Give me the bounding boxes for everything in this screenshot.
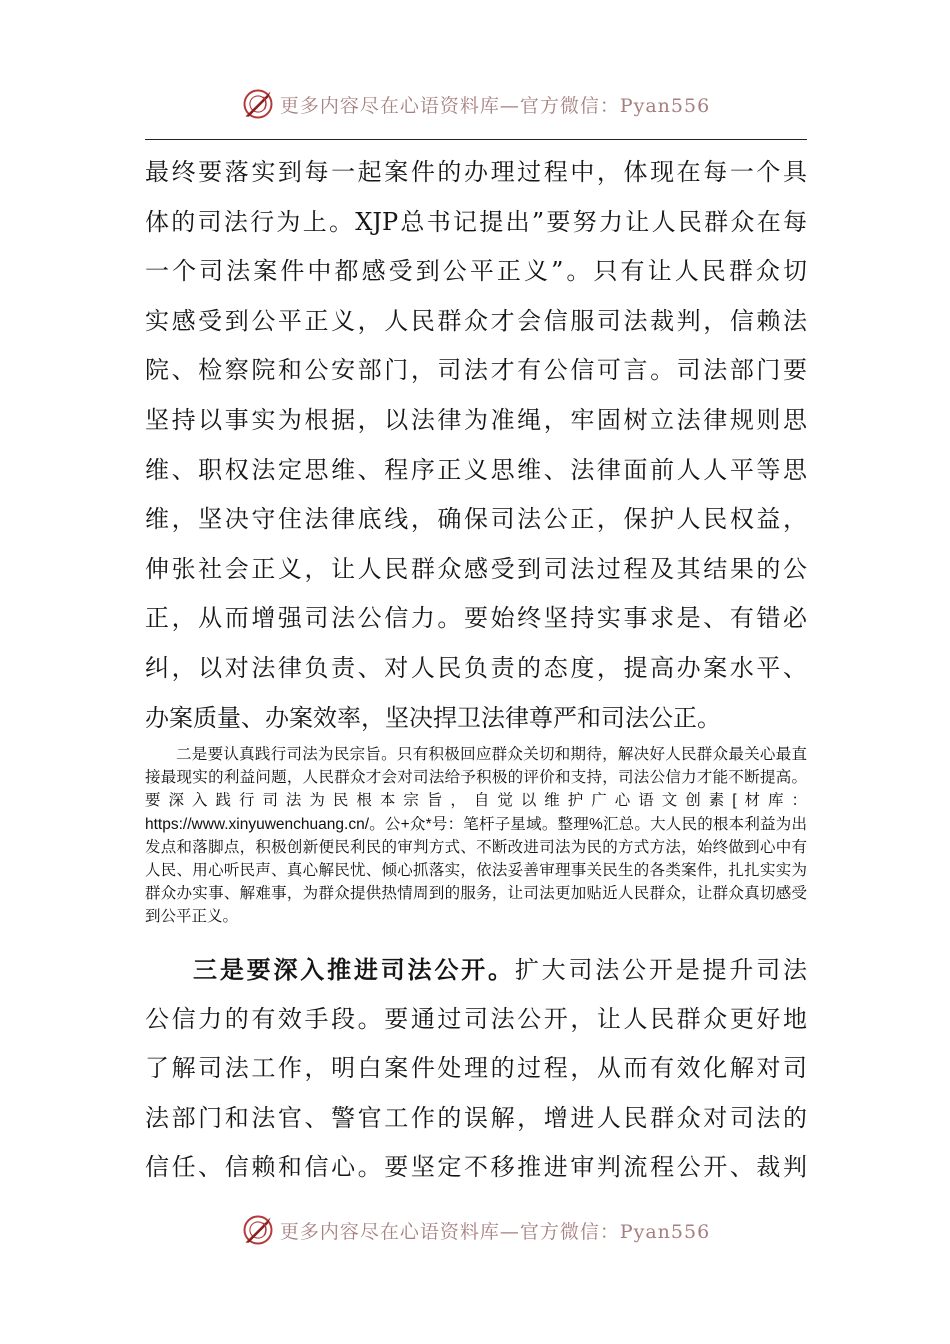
- text-line-heading: [145, 945, 807, 995]
- text-line: 一个司法案件中都感受到公平正义”。只有让人民群众切: [145, 257, 807, 286]
- text-line: 最终要落实到每一起案件的办理过程中，体现在每一个具: [145, 158, 807, 186]
- text-line: 法部门和法官、警官工作的误解，增进人民群众对司法的: [145, 1103, 807, 1132]
- text-line: 坚持以事实为根据，以法律为准绳，牢固树立法律规则思: [145, 405, 807, 434]
- paragraph-1: [145, 148, 807, 743]
- text-line: 伸张社会正义，让人民群众感受到司法过程及其结果的公: [145, 554, 807, 583]
- text-line: 办案质量、办案效率，坚决捍卫法律尊严和司法公正。: [145, 703, 721, 732]
- paragraph-3: [145, 945, 807, 1193]
- heading-line-rest: 扩大司法公开是提升司法: [514, 956, 807, 984]
- text-line: 实感受到公平正义，人民群众才会信服司法裁判，信赖法: [145, 306, 807, 335]
- pen-logo-icon: [240, 86, 276, 122]
- text-line: 公信力的有效手段。要通过司法公开，让人民群众更好地: [145, 1004, 807, 1033]
- header-banner-text: 更多内容尽在心语资料库—官方微信：Pyan556: [279, 94, 711, 117]
- header-divider: [145, 139, 807, 140]
- text-line: 院、检察院和公安部门，司法才有公信可言。司法部门要: [145, 356, 807, 385]
- text-line: 维，坚决守住法律底线，确保司法公正，保护人民权益，: [145, 505, 807, 534]
- header-banner: [0, 84, 950, 124]
- text-line: 纠，以对法律负责、对人民负责的态度，提高办案水平、: [145, 653, 807, 682]
- section-heading: 三是要深入推进司法公开。: [193, 955, 515, 984]
- pen-logo-icon: [240, 1212, 276, 1248]
- text-line: 维、职权法定思维、程序正义思维、法律面前人人平等思: [145, 455, 807, 484]
- text-line: 体的司法行为上。XJP总书记提出”要努力让人民群众在每: [145, 207, 807, 236]
- footer-banner-text: 更多内容尽在心语资料库—官方微信：Pyan556: [279, 1220, 711, 1243]
- text-line: 了解司法工作，明白案件处理的过程，从而有效化解对司: [145, 1054, 807, 1083]
- text-line: 信任、信赖和信心。要坚定不移推进审判流程公开、裁判: [145, 1153, 807, 1182]
- paragraph-2: 二是要认真践行司法为民宗旨。只有积极回应群众关切和期待，解决好人民群众最关心最直接最现实的利益问题，人民群众才会对司法给予积极的评价和支持，司法公信力才能不断提高。要深入践行司法为民根本宗旨，自觉以维护广心语文创素[材库：https://www.xinyuwenchuang.cn/。公+众*号：笔杆子星域。整理%汇总。大人民的根本利益为出发点和落脚点，积极创新便民利民的审判方式、不断改进司法为民的方式方法，始终做到心中有人民、用心听民声、真心解民忧、倾心抓落实，依法妥善审理事关民生的各类案件，扎扎实实为群众办实事、解难事，为群众提供热情周到的服务，让司法更加贴近人民群众，让群众真切感受到公平正义。: [145, 746, 807, 926]
- footer-banner: [0, 1210, 950, 1250]
- text-line: 正，从而增强司法公信力。要始终坚持实事求是、有错必: [145, 604, 807, 633]
